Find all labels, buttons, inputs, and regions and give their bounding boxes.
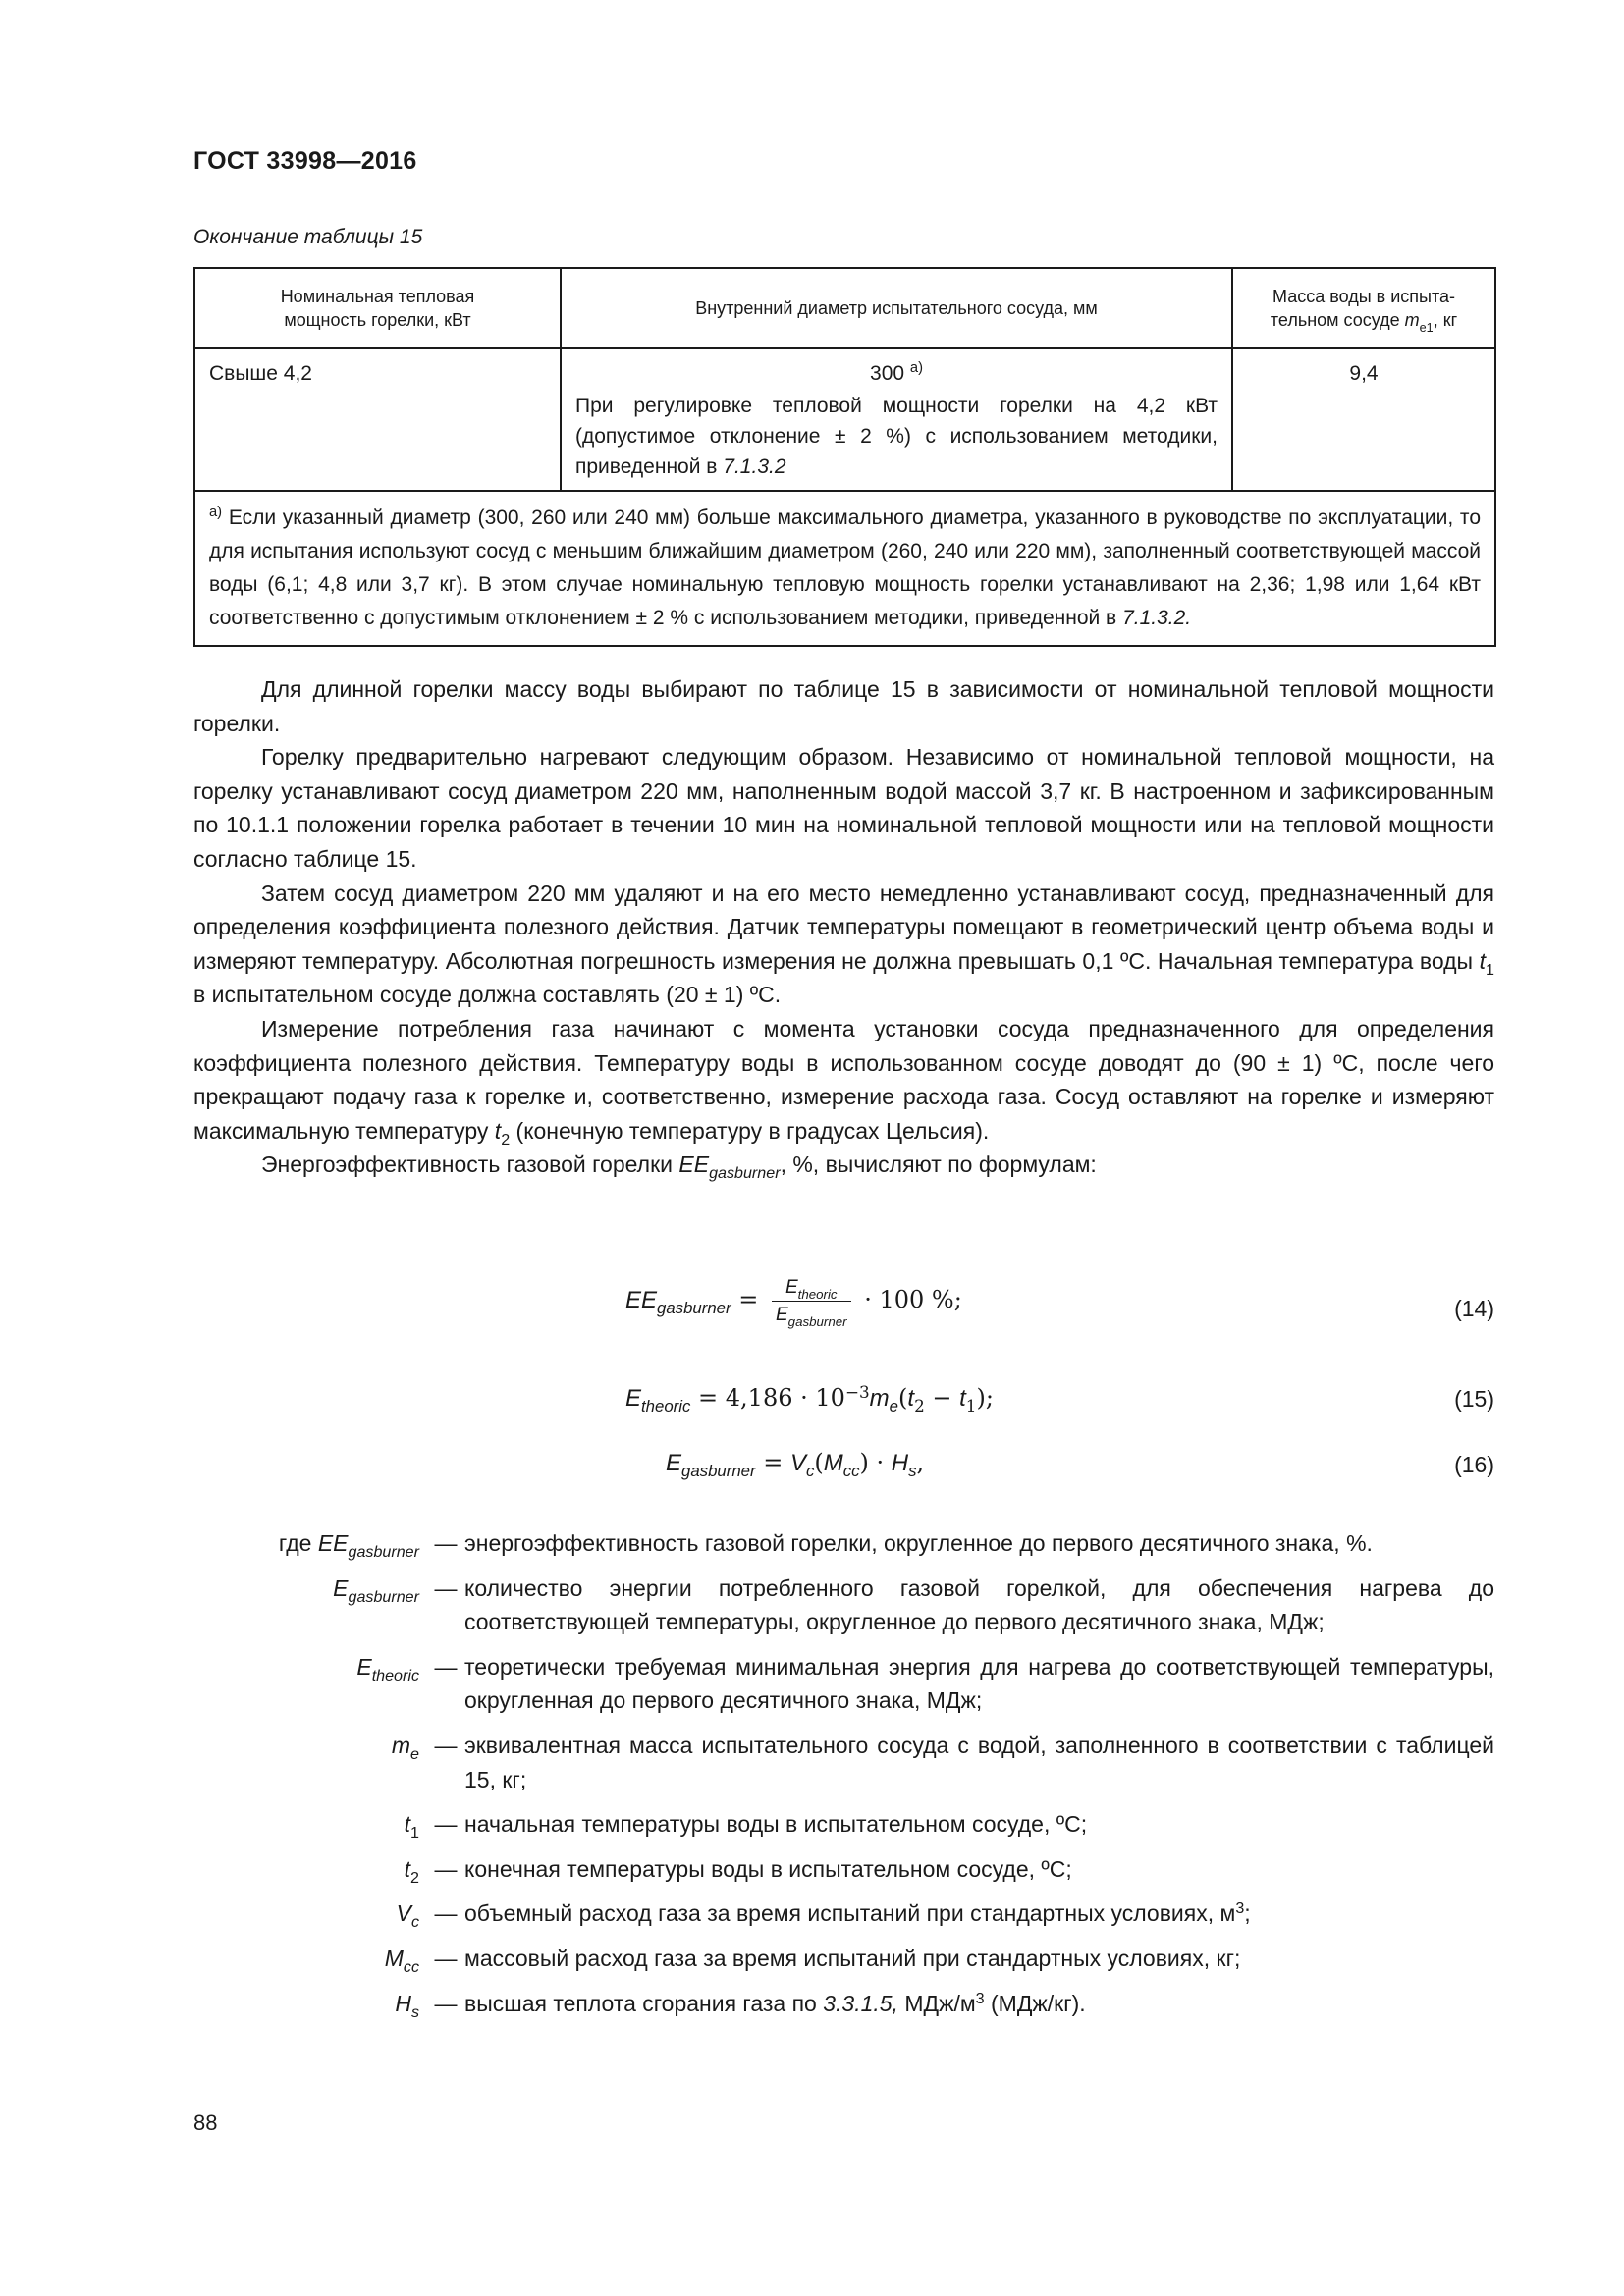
definition-symbol [193,1942,427,1976]
def-4-sub: 1 [410,1824,419,1842]
f15-minus: − [924,1384,960,1412]
f14-eq: = [738,1286,759,1313]
definition-symbol [193,1650,427,1718]
f14-tail: · 100 %; [864,1286,962,1313]
def-8-text-c: (МДж/кг). [991,1990,1086,2016]
f16-close: ) · [859,1449,892,1476]
paragraph-3-a: Затем сосуд диаметром 220 мм удаляют и на его место немедленно устанавливают сосуд, предназначенный для определения коэффициента полезного действия. Датчик температуры помещают в геометрический центр объема воды и измеряют температуру. Абсолютная погрешность измерения не должна превышать 0,1 ºС. Начальная температура воды [193,880,1494,974]
paragraph-3-symbol: t [1479,947,1487,974]
f16-h: H [891,1450,909,1476]
def-3-sym: m [391,1732,411,1758]
regulation-text: При регулировке тепловой мощности горелки на 4,2 кВт (допустимое отклонение ± 2 %) с использованием методики, приведенной в [575,395,1218,478]
definition-symbol [193,1987,427,2021]
header-mass-line1: Масса воды в испыта- [1272,287,1455,306]
f15-m-sub: e [889,1397,899,1415]
definition-dash: — [434,1653,458,1680]
formula-15-number: (15) [1454,1386,1494,1412]
definition-dash: — [434,1945,458,1971]
definition-item [193,1896,1494,1931]
def-7-text: массовый расход газа за время испытаний при стандартных условиях, кг; [464,1945,1241,1971]
footnote-ref: 7.1.3.2. [1122,607,1192,629]
table-footnote-row [194,491,1495,646]
f16-eq: = [763,1449,784,1476]
diameter-number: 300 [870,362,905,385]
f15-t1-sub: 1 [965,1396,977,1415]
def-8-ref: 3.3.1.5, [823,1990,898,2016]
def-0-text: энергоэффективность газовой горелки, округленное до первого десятичного знака, %. [464,1530,1373,1556]
paragraph-4-b: (конечную температуру в градусах Цельсия). [515,1117,990,1144]
def-8-sym: H [395,1990,411,2016]
paragraph-3-b: в испытательном сосуде должна составлять (20 ± 1) ºС. [193,982,782,1008]
paragraph-5-subscript: gasburner [709,1164,781,1183]
def-1-sym: E [333,1575,349,1601]
f16-tail: , [916,1449,925,1476]
f15-lhs-sub: theoric [641,1397,691,1415]
def-1-sub: gasburner [348,1587,419,1606]
f16-m: M [823,1450,843,1476]
f14-num-sub: theoric [797,1287,838,1302]
footnote-text: Если указанный диаметр (300, 260 или 240 мм) больше максимального диаметра, указанного в руководстве по эксплуатации, то для испытания используют сосуд с меньшим ближайшим диаметром (260, 240 или 220 мм), заполненный соответствующей массой воды (6,1; 4,8 или 3,7 кг). В этом случае номинальную тепловую мощность горелки устанавливают на 2,36; 1,98 или 1,64 кВт соответственно с допустимым отклонением ± 2 % с использованием методики, приведенной в [209,507,1481,629]
table-footnote [194,491,1495,646]
regulation-ref: 7.1.3.2 [723,455,786,478]
def-6-text-wrap [464,1896,1494,1931]
definition-item [193,1572,1494,1639]
f14-den: E [775,1305,788,1325]
f15-exp: −3 [844,1382,870,1402]
f16-lhs-sub: gasburner [681,1462,756,1480]
paragraph-5-a: Энергоэффективность газовой горелки [261,1151,673,1178]
header-power-line1: Номинальная тепловая [280,287,475,306]
paragraph-5-b: , %, вычисляют по формулам: [780,1151,1097,1178]
paragraph-5-symbol: EE [678,1151,710,1178]
f14-numerator [772,1276,851,1302]
header-power-line2: мощность горелки, кВт [284,310,471,330]
f15-t2-sub: 2 [914,1396,925,1415]
formula-14-number: (14) [1454,1296,1494,1321]
f14-denominator [772,1302,851,1329]
paragraph-4 [193,1012,1494,1148]
specification-table [193,267,1496,647]
paragraph-4-symbol: t [494,1117,502,1144]
table-header-row [194,268,1495,348]
def-8-text-a: высшая теплота сгорания газа по [464,1990,817,2016]
definition-symbol [193,1852,427,1887]
def-3-text: эквивалентная масса испытательного сосуда с водой, заполненного в соответствии с таблицей 15, кг; [464,1732,1494,1792]
def-0-sub: gasburner [348,1543,419,1561]
paragraph-3-subscript: 1 [1486,960,1494,979]
f16-m-sub: cc [842,1462,860,1480]
header-mass-subscript: e1 [1419,321,1434,335]
f16-v-sub: c [806,1462,815,1480]
definitions-list [193,1526,1494,2031]
f15-m: m [869,1385,890,1412]
paragraph-4-subscript: 2 [501,1130,511,1148]
def-2-sub: theoric [371,1666,419,1684]
definition-item [193,1526,1494,1561]
f15-open: ( [898,1384,908,1412]
definition-item [193,1807,1494,1842]
cell-power: Свыше 4,2 [194,348,561,491]
def-6-sup: 3 [1235,1899,1245,1918]
def-4-sym: t [404,1811,411,1838]
table-row [194,348,1495,491]
definition-dash: — [434,1530,458,1556]
paragraph-2: Горелку предварительно нагревают следующим образом. Независимо от номинальной тепловой мощности, на горелку устанавливают сосуд диаметром 220 мм, наполненным водой массой 3,7 кг. В настроенном и зафиксированным по 10.1.1 положении горелка работает в течении 10 мин на номинальной тепловой мощности или на тепловой мощности согласно таблице 15. [193,744,1494,872]
body-text [193,672,1494,1182]
header-diameter: Внутренний диаметр испытательного сосуда, мм [561,268,1232,348]
f16-v: V [789,1450,806,1476]
cell-mass: 9,4 [1232,348,1495,491]
def-8-text-wrap [464,1987,1494,2021]
header-mass [1232,268,1495,348]
def-1-text: количество энергии потребленного газовой горелкой, для обеспечения нагрева до соответствующей температуры, округленное до первого десятичного знака, МДж; [464,1575,1494,1635]
header-mass-line2: тельном сосуде [1270,310,1400,330]
f16-open: ( [814,1449,824,1476]
definition-dash: — [434,1575,458,1601]
def-4-text: начальная температуры воды в испытательном сосуде, ºС; [464,1811,1088,1838]
f15-t2: t [907,1385,915,1412]
document-code: ГОСТ 33998—2016 [193,147,417,175]
f15-t1: t [959,1385,966,1412]
f14-lhs-sub: gasburner [657,1299,731,1317]
def-5-sub: 2 [410,1868,419,1887]
def-6-text: объемный расход газа за время испытаний при стандартных условиях, м [464,1900,1236,1927]
paragraph-1: Для длинной горелки массу воды выбирают по таблице 15 в зависимости от номинальной тепловой мощности горелки. [193,676,1494,736]
regulation-note [575,391,1218,482]
formula-15 [625,1384,994,1413]
def-6-tail: ; [1244,1900,1251,1927]
header-power [194,268,561,348]
definition-item [193,1729,1494,1796]
footnote-mark: а) [209,505,223,520]
f15-eq: = [698,1384,719,1412]
header-mass-symbol: m [1404,310,1420,330]
definition-dash: — [434,1855,458,1882]
def-6-sub: c [410,1913,419,1932]
definition-item [193,1987,1494,2021]
def-0-sym: EE [317,1530,349,1556]
definition-symbol [193,1807,427,1842]
definition-dash: — [434,1811,458,1838]
f15-close: ); [976,1384,994,1412]
table-caption: Окончание таблицы 15 [193,226,423,248]
def-5-sym: t [404,1855,411,1882]
def-7-sub: cc [403,1957,419,1976]
definitions-where: где [278,1530,312,1556]
definition-dash: — [434,1990,458,2016]
header-mass-unit: , кг [1433,310,1458,330]
f16-lhs: E [666,1450,682,1476]
definition-item [193,1942,1494,1976]
paragraph-4-a: Измерение потребления газа начинают с момента установки сосуда предназначенного для определения коэффициента полезного действия. Температуру воды в использованном сосуде доводят до (90 ± 1) ºС, после чего прекращают подачу газа к горелке и, соответственно, измерение расхода газа. Сосуд оставляют на горелке и измеряют максимальную температуру [193,1015,1494,1144]
f16-h-sub: s [908,1462,917,1480]
f14-lhs: EE [625,1287,658,1313]
f15-lhs: E [625,1385,642,1412]
definition-dash: — [434,1900,458,1927]
f14-den-sub: gasburner [787,1314,847,1329]
definition-item [193,1852,1494,1887]
definition-symbol [193,1526,427,1561]
def-2-sym: E [356,1653,372,1680]
f14-num: E [785,1277,798,1298]
def-7-sym: M [384,1945,404,1971]
f14-fraction [772,1276,851,1329]
cell-diameter [561,348,1232,491]
definition-dash: — [434,1732,458,1758]
def-8-sup: 3 [975,1989,985,2007]
diameter-value [575,357,1218,391]
formula-14 [625,1276,962,1329]
def-3-sub: e [410,1744,419,1763]
formula-16-number: (16) [1454,1452,1494,1477]
definition-item [193,1650,1494,1718]
definition-symbol [193,1729,427,1796]
definition-symbol [193,1896,427,1931]
def-8-sub: s [410,2002,419,2021]
paragraph-5 [193,1148,1494,1182]
paragraph-3 [193,877,1494,1012]
def-5-text: конечная температуры воды в испытательном сосуде, ºС; [464,1855,1072,1882]
page-number: 88 [193,2110,218,2135]
formula-16 [666,1449,925,1480]
f15-rhs-a: 4,186 · 10 [725,1384,845,1412]
def-8-text-b: МДж/м [904,1990,976,2016]
diameter-note-mark: а) [909,360,923,376]
def-2-text: теоретически требуемая минимальная энергия для нагрева до соответствующей температуры, округленная до первого десятичного знака, МДж; [464,1653,1494,1714]
definition-symbol [193,1572,427,1639]
def-6-sym: V [396,1900,411,1927]
